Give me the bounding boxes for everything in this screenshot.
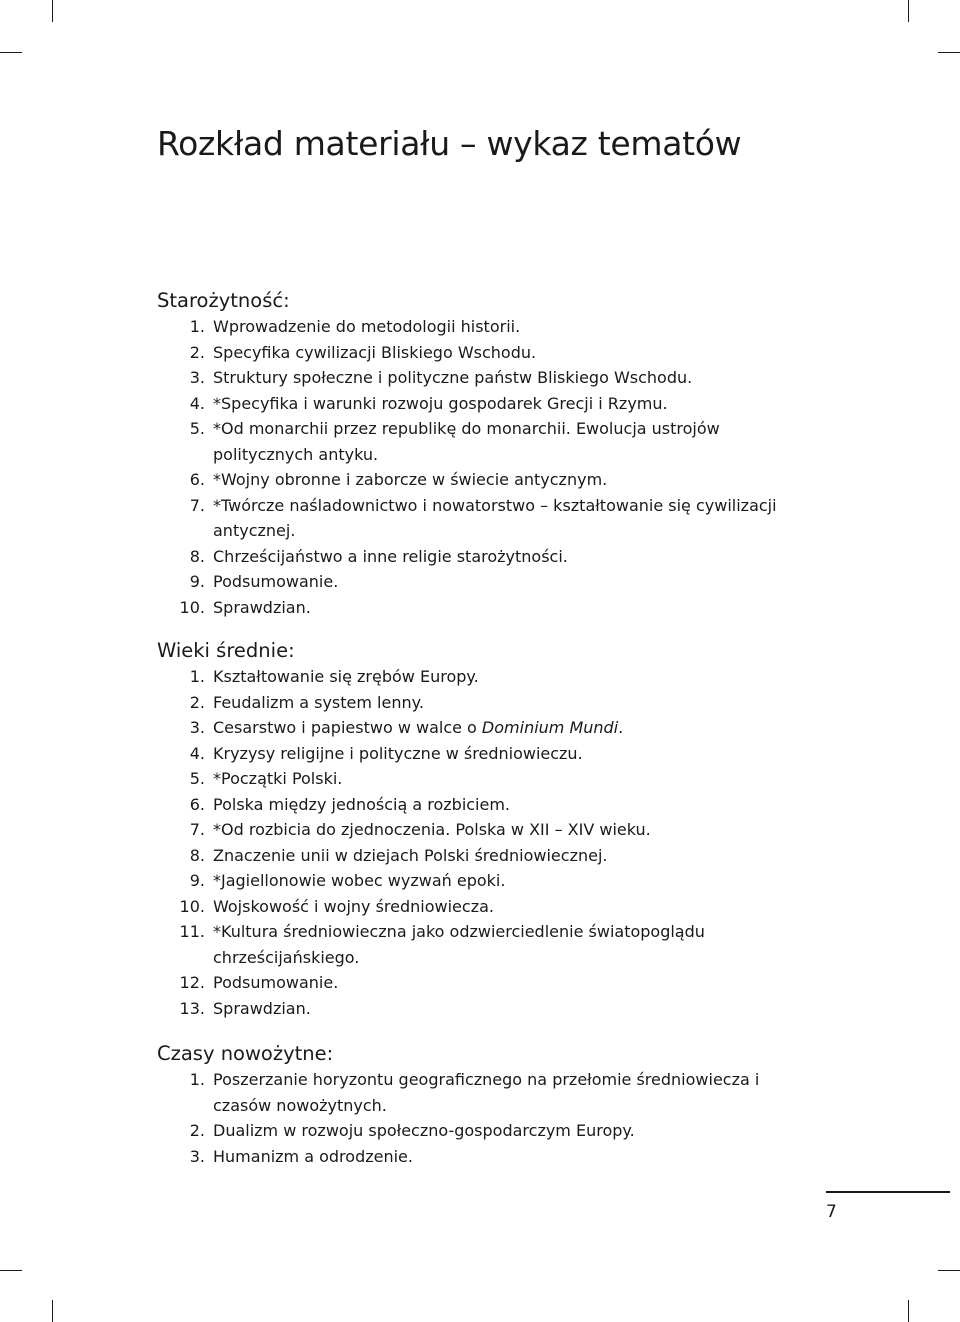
item-number: 2. xyxy=(189,692,205,712)
crop-mark-top-left xyxy=(52,0,53,22)
list-item xyxy=(157,493,817,544)
list-item xyxy=(157,894,817,920)
item-number: 8. xyxy=(189,845,205,865)
item-text-main: Dualizm w rozwoju społeczno-gospodarczym Europy. xyxy=(213,1121,635,1140)
topic-list xyxy=(157,1067,817,1169)
item-text-main: Podsumowanie. xyxy=(213,973,339,992)
list-item xyxy=(157,766,817,792)
item-text xyxy=(213,419,720,464)
item-number: 3. xyxy=(189,1146,205,1166)
section-heading: Wieki średnie: xyxy=(157,639,295,662)
crop-mark-top-right xyxy=(908,0,909,22)
crop-mark-bottom-right xyxy=(908,1300,909,1322)
item-text xyxy=(213,897,494,916)
item-text-main: Wprowadzenie do metodologii historii. xyxy=(213,317,521,336)
list-item xyxy=(157,843,817,869)
item-number: 9. xyxy=(189,871,205,890)
item-text xyxy=(213,693,424,712)
page-title: Rozkład materiału – wykaz tematów xyxy=(157,124,742,163)
item-text xyxy=(213,922,705,967)
item-number: 1. xyxy=(189,317,205,336)
list-item xyxy=(157,741,817,767)
item-text xyxy=(213,795,510,814)
item-number: 2. xyxy=(189,342,205,362)
list-item xyxy=(157,1118,817,1144)
list-item xyxy=(157,340,817,366)
list-item xyxy=(157,996,817,1022)
item-text-main: Cesarstwo i papiestwo w walce o xyxy=(213,718,482,737)
item-text-main: *Początki Polski. xyxy=(213,769,343,788)
crop-mark-top-right-h xyxy=(938,52,960,53)
list-item xyxy=(157,544,817,570)
list-item xyxy=(157,569,817,595)
item-text-main: Struktury społeczne i polityczne państw Bliskiego Wschodu. xyxy=(213,368,693,387)
item-number: 2. xyxy=(189,1121,205,1140)
section-czasy-nowozytne xyxy=(157,1041,817,1169)
item-number: 1. xyxy=(189,667,205,686)
list-item xyxy=(157,595,817,621)
topic-list xyxy=(157,314,817,620)
list-item xyxy=(157,314,817,340)
list-item xyxy=(157,868,817,894)
item-text xyxy=(213,973,338,992)
item-number: 7. xyxy=(189,820,205,839)
item-text-main: *Od monarchii przez republikę do monarchii. Ewolucja ustrojów politycznych antyku. xyxy=(213,419,720,464)
item-text xyxy=(213,744,583,763)
item-text-main: Feudalizm a system lenny. xyxy=(213,692,424,712)
item-number: 12. xyxy=(179,973,205,992)
item-number: 3. xyxy=(189,718,205,737)
list-item xyxy=(157,792,817,818)
item-number: 7. xyxy=(189,495,205,515)
list-item xyxy=(157,416,817,467)
page-number-rule xyxy=(826,1191,950,1193)
item-text-main: *Od rozbicia do zjednoczenia. Polska w XII – XIV wieku. xyxy=(213,820,651,839)
item-text-main: Poszerzanie horyzontu geograficznego na przełomie średniowiecza i czasów nowożytnych. xyxy=(213,1070,760,1115)
item-number: 13. xyxy=(179,998,205,1018)
item-text-main: Humanizm a odrodzenie. xyxy=(213,1146,413,1166)
item-text-main: Znaczenie unii w dziejach Polski średniowiecznej. xyxy=(213,845,608,865)
list-item xyxy=(157,1067,817,1118)
item-text xyxy=(213,598,311,617)
section-heading: Czasy nowożytne: xyxy=(157,1042,334,1065)
item-text-main: Polska między jednością a rozbiciem. xyxy=(213,794,511,814)
item-text xyxy=(213,667,479,686)
item-number: 11. xyxy=(179,922,205,941)
item-number: 10. xyxy=(179,896,205,916)
crop-mark-bottom-left xyxy=(52,1300,53,1322)
item-text-main: Wojskowość i wojny średniowiecza. xyxy=(213,896,494,916)
item-text-main: *Jagiellonowie wobec wyzwań epoki. xyxy=(213,871,506,890)
item-number: 1. xyxy=(189,1070,205,1089)
list-item xyxy=(157,1144,817,1170)
item-text xyxy=(213,572,338,591)
item-number: 4. xyxy=(189,393,205,413)
item-text xyxy=(213,999,311,1018)
list-item xyxy=(157,690,817,716)
item-number: 9. xyxy=(189,572,205,591)
item-text xyxy=(213,1070,759,1115)
item-number: 3. xyxy=(189,368,205,387)
item-text xyxy=(213,317,520,336)
item-number: 6. xyxy=(189,470,205,489)
item-text xyxy=(213,846,607,865)
item-number: 8. xyxy=(189,546,205,566)
crop-mark-top-left-h xyxy=(0,52,22,53)
list-item xyxy=(157,715,817,741)
item-text-main: Chrześcijaństwo a inne religie starożytności. xyxy=(213,546,568,566)
section-heading: Starożytność: xyxy=(157,289,290,312)
topic-list xyxy=(157,664,817,1021)
item-text-italic: Dominium Mundi xyxy=(481,718,619,737)
item-text xyxy=(213,343,536,362)
item-text xyxy=(213,547,568,566)
crop-mark-bottom-right-h xyxy=(938,1270,960,1271)
item-number: 10. xyxy=(179,597,205,617)
item-text xyxy=(213,718,623,737)
item-text-main: *Wojny obronne i zaborcze w świecie antycznym. xyxy=(213,470,608,489)
item-text xyxy=(213,769,342,788)
item-text-main: Podsumowanie. xyxy=(213,572,339,591)
item-text-main: *Specyfika i warunki rozwoju gospodarek Grecji i Rzymu. xyxy=(213,393,668,413)
item-text xyxy=(213,496,777,541)
section-starozytnosc xyxy=(157,288,817,620)
item-text-main: Kształtowanie się zrębów Europy. xyxy=(213,667,479,686)
item-number: 6. xyxy=(189,794,205,814)
item-number: 5. xyxy=(189,419,205,438)
item-text-after: . xyxy=(618,718,624,737)
item-text xyxy=(213,1147,413,1166)
list-item xyxy=(157,365,817,391)
item-text xyxy=(213,1121,635,1140)
item-number: 5. xyxy=(189,769,205,788)
page-number: 7 xyxy=(826,1202,837,1222)
item-text-main: *Twórcze naśladownictwo i nowatorstwo – kształtowanie się cywilizacji antycznej. xyxy=(213,495,777,540)
item-text-main: Specyfika cywilizacji Bliskiego Wschodu. xyxy=(213,342,537,362)
crop-mark-bottom-left-h xyxy=(0,1270,22,1271)
list-item xyxy=(157,664,817,690)
item-text xyxy=(213,820,651,839)
item-text-main: Kryzysy religijne i polityczne w średniowieczu. xyxy=(213,743,583,763)
item-number: 4. xyxy=(189,743,205,763)
list-item xyxy=(157,391,817,417)
item-text-main: Sprawdzian. xyxy=(213,998,311,1018)
item-text-main: *Kultura średniowieczna jako odzwierciedlenie światopoglądu chrześcijańskiego. xyxy=(213,922,705,967)
item-text xyxy=(213,871,505,890)
list-item xyxy=(157,970,817,996)
list-item xyxy=(157,817,817,843)
section-wieki-srednie xyxy=(157,638,817,1021)
item-text xyxy=(213,470,607,489)
item-text xyxy=(213,368,692,387)
list-item xyxy=(157,919,817,970)
item-text xyxy=(213,394,668,413)
item-text-main: Sprawdzian. xyxy=(213,597,311,617)
list-item xyxy=(157,467,817,493)
